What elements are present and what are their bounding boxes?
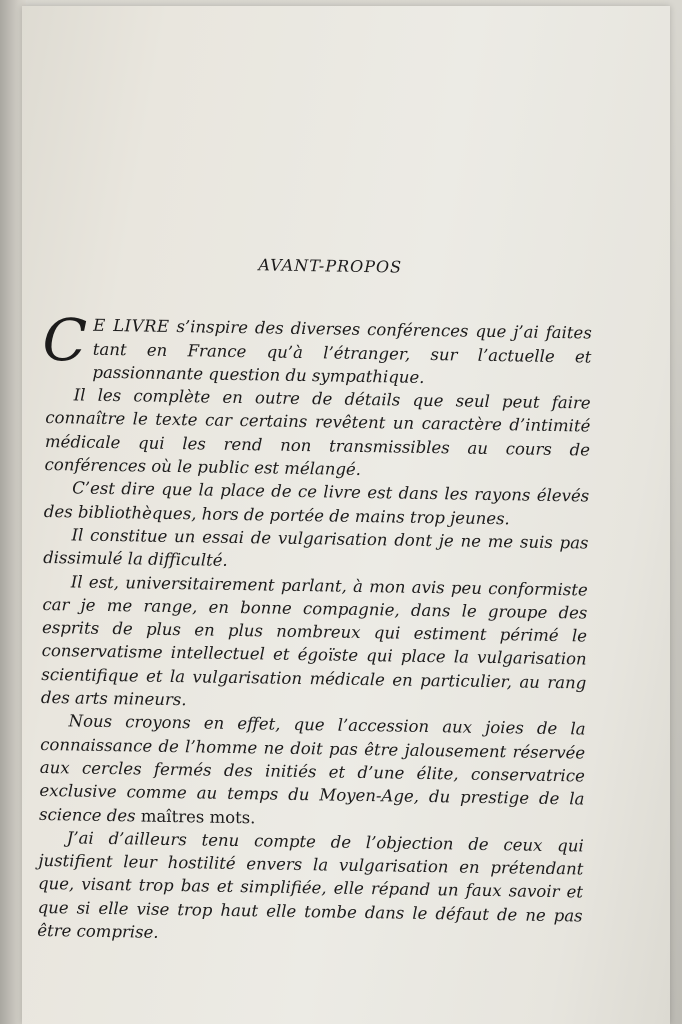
paragraph-2: Il les complète en outre de détails que seul peut faire connaître le texte car certains revêtent un caractère d’intimité médicale qui les rend non transmissibles au cours de conférences où le public est mélangé.: [44, 385, 591, 480]
paragraph-3: C’est dire que la place de ce livre est dans les rayons élevés des bibliothèques, hors de portée de mains trop jeunes.: [43, 478, 590, 528]
page-heading: AVANT-PROPOS: [258, 255, 403, 277]
paragraph-5: Il est, universitairement parlant, à mon avis peu conformiste car je me range, en bonne compagnie, dans le groupe des esprits de plus en plus nombreux qui estiment périmé le conservatisme intellectuel et égoïste qui place la vulgarisation scientifique et la vulgarisation médicale en particulier, au rang des arts mineurs.: [40, 571, 588, 710]
paragraph-7: J’ai d’ailleurs tenu compte de l’objection de ceux qui justifient leur hostilité envers la vulgarisation en prétendant que, visant trop bas et simplifiée, elle répand un faux savoir et que si elle vise trop haut elle tombe dans le défaut de ne pas être comprise.: [37, 828, 584, 942]
paragraph-6: [39, 709, 586, 834]
paragraph-4: Il constitue un essai de vulgarisation dont je ne me suis pas dissimulé la difficulté.: [43, 525, 589, 571]
paragraph-6-text: Nous croyons en effet, que l’accession aux joies de la connaissance de l’homme ne doit pas être jalousement réservée aux cercles fermés des initiés et d’une élite, conservatrice exclusive comme au temps du Moyen-Age, du prestige de la science des: [38, 711, 586, 826]
drop-cap: C: [42, 306, 88, 375]
paragraph-1-text: s’inspire des diverses conférences que j’ai faites tant en France qu’à l’étranger, sur l’actuelle et passionnante question du sympathique.: [92, 317, 592, 387]
opening-caps: E LIVRE: [93, 316, 170, 337]
paragraph-1: [42, 306, 592, 391]
paragraph-6-roman: maîtres mots.: [140, 806, 256, 827]
page-text: [37, 250, 593, 951]
